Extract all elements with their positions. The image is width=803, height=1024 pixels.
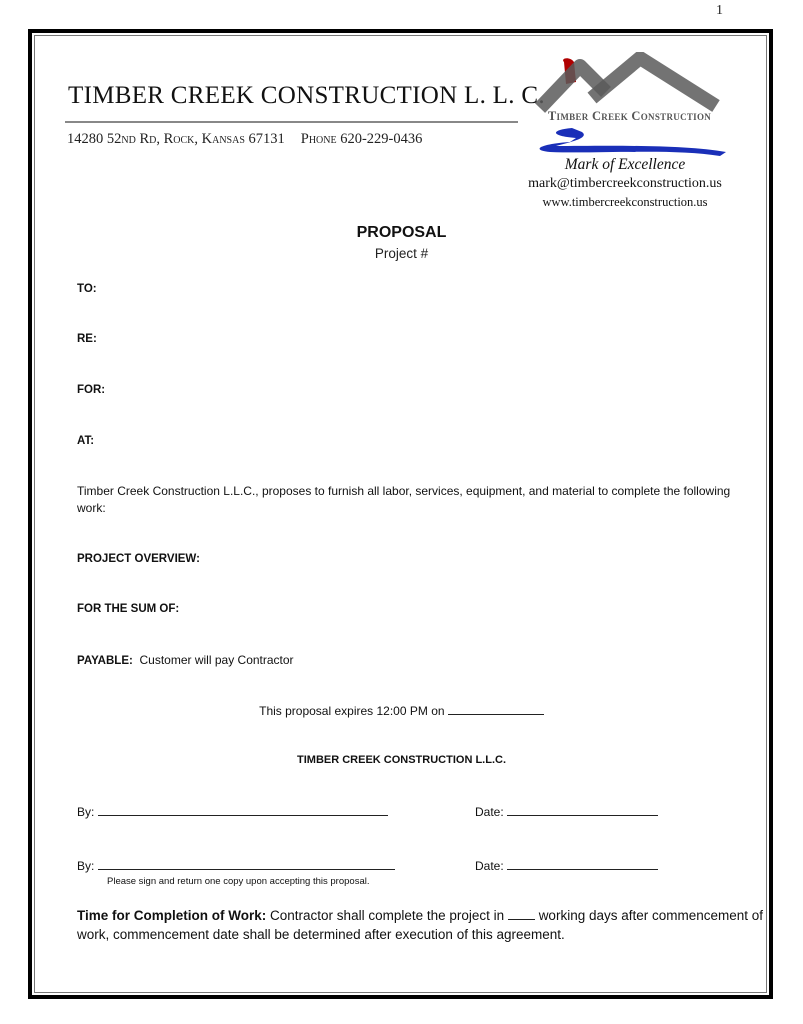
working-days-blank[interactable] <box>508 907 535 920</box>
company-address-line <box>67 131 422 148</box>
project-number-label: Project # <box>374 246 429 261</box>
signature-note: Please sign and return one copy upon accepting this proposal. <box>107 876 370 887</box>
completion-paragraph <box>77 906 767 944</box>
signature-row-1 <box>77 804 388 819</box>
date-label-2: Date: <box>475 859 504 873</box>
payable-value: Customer will pay Contractor <box>139 653 294 667</box>
logo-roof-right <box>592 58 716 106</box>
document-title: PROPOSAL <box>356 224 447 241</box>
sum-label: FOR THE SUM OF: <box>77 603 180 615</box>
signature-company: TIMBER CREEK CONSTRUCTION L.L.C. <box>297 754 506 766</box>
date-label-1: Date: <box>475 805 504 819</box>
expiry-line <box>0 703 803 718</box>
date-line-2[interactable] <box>507 858 658 870</box>
completion-label: Time for Completion of Work: <box>77 908 267 923</box>
logo-river <box>540 128 726 156</box>
company-address: 14280 52nd Rd, Rock, Kansas 67131 <box>67 131 285 147</box>
intro-paragraph: Timber Creek Construction L.L.C., proposes to furnish all labor, services, equipment, and material to complete the following work: <box>77 484 731 515</box>
logo-company-text: Timber Creek Construction <box>547 109 712 123</box>
date-row-1 <box>475 804 658 819</box>
expiry-text: This proposal expires 12:00 PM on <box>259 704 445 718</box>
field-at-label: AT: <box>77 435 95 447</box>
company-name: TIMBER CREEK CONSTRUCTION L. L. C. <box>68 82 545 109</box>
company-logo <box>520 52 735 164</box>
contact-website[interactable]: www.timbercreekconstruction.us <box>542 195 708 209</box>
date-row-2 <box>475 858 658 873</box>
payable-label: PAYABLE: <box>77 655 133 667</box>
field-for-label: FOR: <box>77 384 106 396</box>
date-line-1[interactable] <box>507 804 658 816</box>
logo-tagline: Mark of Excellence <box>564 156 686 173</box>
by-label-2: By: <box>77 859 95 873</box>
project-overview-label: PROJECT OVERVIEW: <box>77 553 200 565</box>
by-label-1: By: <box>77 805 95 819</box>
signature-line-2[interactable] <box>98 858 395 870</box>
completion-text-before: Contractor shall complete the project in <box>270 908 505 923</box>
field-to-label: TO: <box>77 283 97 295</box>
signature-line-1[interactable] <box>98 804 388 816</box>
contact-email[interactable]: mark@timbercreekconstruction.us <box>528 176 722 191</box>
signature-row-2 <box>77 858 395 873</box>
expiry-date-blank[interactable] <box>448 703 544 715</box>
completion-text-after: working days after commencement of work, commencement date shall be determined after execution of this agreement. <box>77 908 764 942</box>
page-number: 1 <box>716 3 723 18</box>
header-rule <box>65 121 518 123</box>
payable-line <box>77 652 294 670</box>
company-phone: Phone 620-229-0436 <box>300 131 423 147</box>
field-re-label: RE: <box>77 333 97 345</box>
